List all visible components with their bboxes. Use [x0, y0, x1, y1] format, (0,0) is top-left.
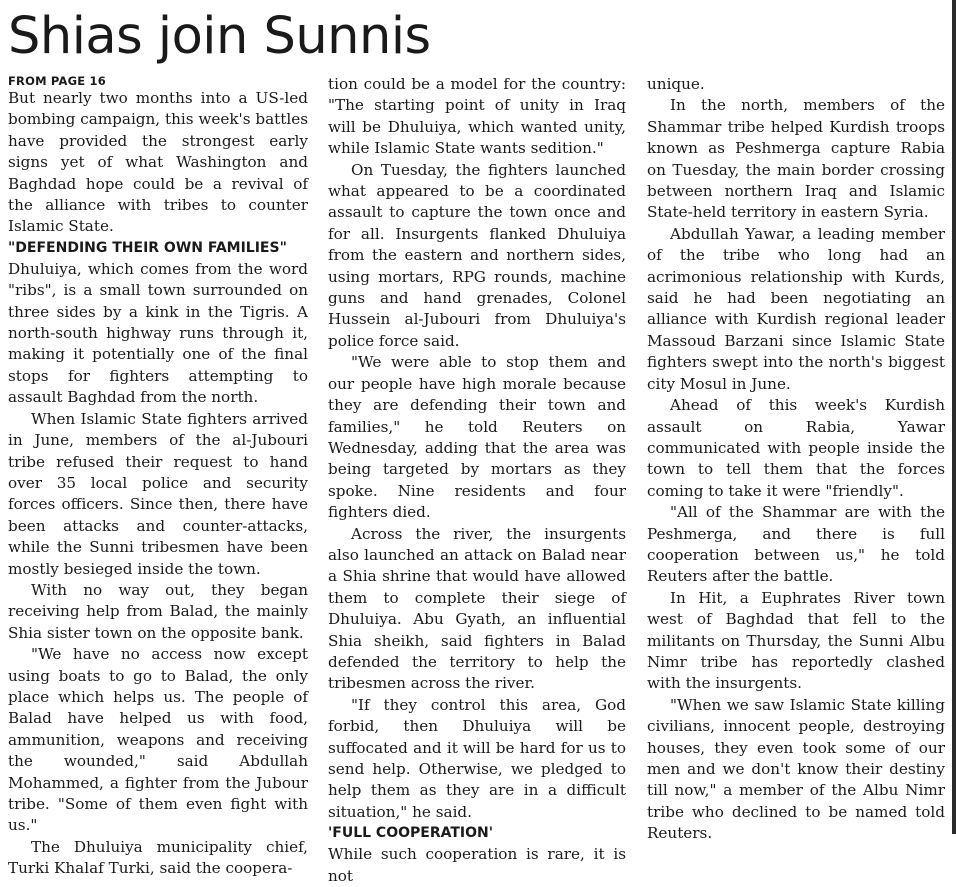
paragraph: tion could be a model for the country: "The starting point of unity in Iraq will be Dhuluiya, which wanted unity, while Islamic State wants sedition."	[328, 75, 626, 158]
paragraph: While such cooperation is rare, it is not	[328, 845, 626, 885]
article-column-1	[8, 74, 308, 878]
subheading: 'FULL COOPERATION'	[328, 825, 494, 842]
from-page-label: FROM PAGE 16	[8, 74, 106, 88]
paragraph: But nearly two months into a US-led bombing campaign, this week's battles have provided the strongest early signs yet of what Washington and Baghdad hope could be a revival of the alliance with tribes to counter Islamic State.	[8, 89, 308, 236]
paragraph: When Islamic State fighters arrived in June, members of the al-Jubouri tribe refused their request to hand over 35 local police and security forces officers. Since then, there have been attacks and counter-attacks, while the Sunni tribesmen have been mostly besieged inside the town.	[8, 409, 308, 578]
paragraph: In Hit, a Euphrates River town west of Baghdad that fell to the militants on Thursday, the Sunni Albu Nimr tribe has reportedly clashed with the insurgents.	[647, 588, 945, 693]
article-column-2	[328, 74, 626, 885]
headline: Shias join Sunnis	[8, 7, 431, 66]
page-edge-rule	[952, 0, 956, 834]
paragraph: "All of the Shammar are with the Peshmerga, and there is full cooperation between us," he told Reuters after the battle.	[647, 503, 945, 586]
paragraph: "When we saw Islamic State killing civilians, innocent people, destroying houses, they even took some of our men and we don't know their destiny till now," a member of the Albu Nimr tribe who declined to be named told Reuters.	[647, 695, 945, 843]
subheading: "DEFENDING THEIR OWN FAMILIES"	[8, 239, 287, 256]
paragraph: The Dhuluiya municipality chief, Turki Khalaf Turki, said the coopera-	[8, 837, 308, 878]
paragraph: "We have no access now except using boats to go to Balad, the only place which helps us. The people of Balad have helped us with food, ammunition, weapons and receiving the wounded," said Abdullah Mohammed, a fighter from the Jubour tribe. "Some of them even fight with us."	[8, 645, 308, 835]
paragraph: Dhuluiya, which comes from the word "ribs", is a small town surrounded on three sides by a kink in the Tigris. A north-south highway runs through it, making it potentially one of the final stops for fighters attempting to assault Baghdad from the north.	[8, 259, 308, 407]
article-column-3	[647, 74, 945, 843]
paragraph: On Tuesday, the fighters launched what appeared to be a coordinated assault to capture the town once and for all. Insurgents flanked Dhuluiya from the eastern and northern sides, using mortars, RPG rounds, machine guns and hand grenades, Colonel Hussein al-Jubouri from Dhuluiya's police force said.	[328, 160, 626, 350]
paragraph: unique.	[647, 75, 705, 93]
paragraph: "We were able to stop them and our people have high morale because they are defending their town and families," he told Reuters on Wednesday, adding that the area was being targeted by mortars as they spoke. Nine residents and four fighters died.	[328, 353, 626, 522]
paragraph: In the north, members of the Shammar tribe helped Kurdish troops known as Peshmerga capture Rabia on Tuesday, the main border crossing between northern Iraq and Islamic State-held territory in eastern Syria.	[647, 96, 945, 222]
paragraph: Abdullah Yawar, a leading member of the tribe who long had an acrimonious relationship with Kurds, said he had been negotiating an alliance with Kurdish regional leader Massoud Barzani since Islamic State fighters swept into the north's biggest city Mosul in June.	[647, 224, 945, 393]
paragraph: Ahead of this week's Kurdish assault on Rabia, Yawar communicated with people inside the town to tell them that the forces coming to take it were "friendly".	[647, 396, 945, 500]
paragraph: Across the river, the insurgents also launched an attack on Balad near a Shia shrine that would have allowed them to complete their siege of Dhuluiya. Abu Gyath, an influential Shia sheikh, said fighters in Balad defended the territory to help the tribesmen across the river.	[328, 524, 626, 693]
paragraph: "If they control this area, God forbid, then Dhuluiya will be suffocated and it will be hard for us to send help. Otherwise, we pledged to help them as they are in a difficult situation," he said.	[328, 695, 626, 821]
paragraph: With no way out, they began receiving help from Balad, the mainly Shia sister town on the opposite bank.	[8, 580, 308, 642]
